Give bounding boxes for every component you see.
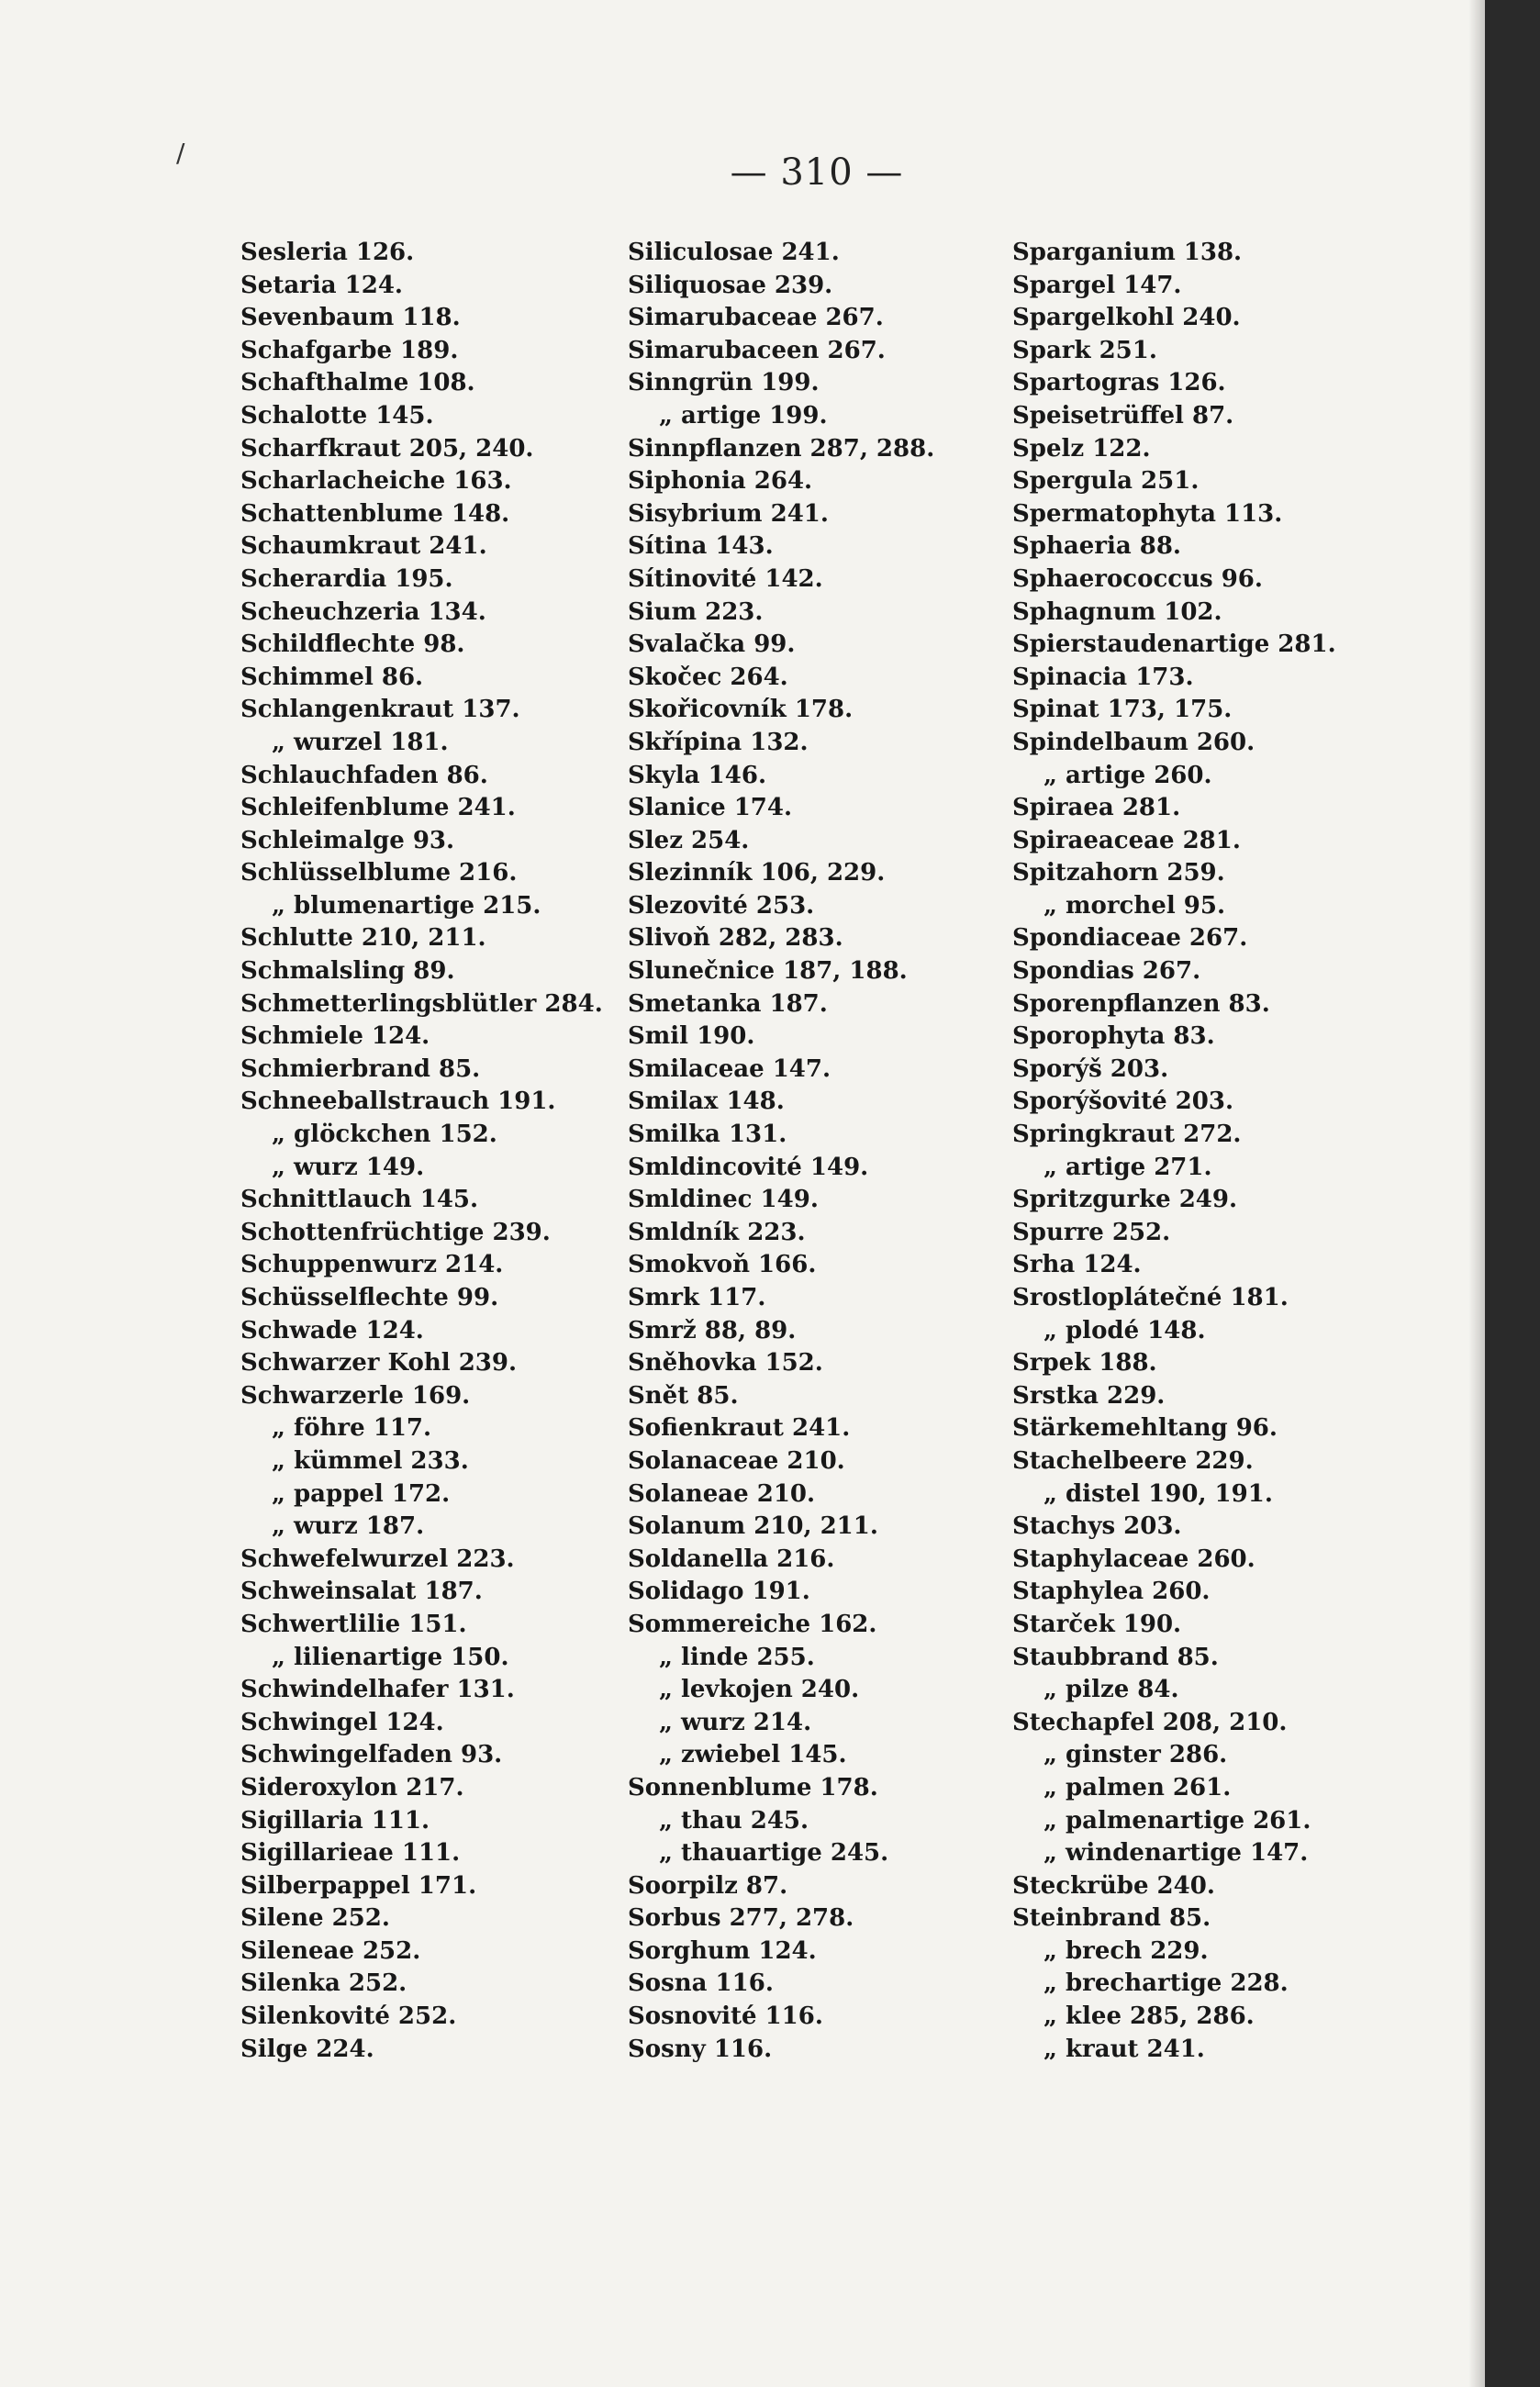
index-entry: Schlauchfaden 86. — [240, 761, 488, 789]
page-number: — 310 — — [730, 151, 904, 194]
index-entry: Smokvoň 166. — [628, 1251, 817, 1279]
index-entry: „ thauartige 245. — [659, 1839, 889, 1868]
index-entry: „ wurzel 181. — [272, 728, 449, 756]
index-entry: Stärkemehltang 96. — [1012, 1414, 1278, 1443]
index-entry: Scharlacheiche 163. — [240, 467, 512, 496]
index-entry: „ artige 199. — [659, 401, 828, 429]
index-entry: Scherardia 195. — [240, 564, 453, 593]
index-entry: Schneeballstrauch 191. — [240, 1088, 556, 1116]
index-entry: „ morchel 95. — [1043, 891, 1225, 920]
index-entry: Sium 223. — [628, 597, 764, 626]
index-entry: Smrk 117. — [628, 1284, 766, 1311]
index-entry: Sileneae 252. — [240, 1936, 421, 1965]
index-entry: Starček 190. — [1012, 1610, 1182, 1638]
index-entry: Smldinec 149. — [628, 1186, 819, 1214]
index-entry: Skřípina 132. — [628, 728, 809, 756]
index-entry: Srstka 229. — [1012, 1381, 1166, 1410]
index-entry: Siphonia 264. — [628, 467, 813, 496]
index-entry: Siliquosae 239. — [628, 271, 833, 299]
index-entry: Schwingelfaden 93. — [240, 1741, 503, 1769]
index-entry: Soorpilz 87. — [628, 1871, 788, 1900]
index-entry: Setaria 124. — [240, 271, 403, 299]
index-entry: „ palmen 261. — [1043, 1773, 1232, 1801]
index-entry: Solidago 191. — [628, 1578, 810, 1606]
index-entry: „ ginster 286. — [1043, 1741, 1228, 1769]
index-entry: Skočec 264. — [628, 663, 788, 691]
index-entry: Stachys 203. — [1012, 1512, 1182, 1541]
index-entry: Siliculosae 241. — [628, 239, 840, 266]
index-entry: „ plodé 148. — [1043, 1316, 1206, 1344]
index-entry: „ zwiebel 145. — [659, 1741, 847, 1769]
index-entry: Smldník 223. — [628, 1218, 806, 1246]
index-entry: Schlutte 210, 211. — [240, 924, 486, 953]
index-entry: Slezinník 106, 229. — [628, 859, 886, 887]
index-entry: Schwindelhafer 131. — [240, 1676, 515, 1704]
index-entry: Schwade 124. — [240, 1316, 424, 1344]
index-entry: Staphylaceae 260. — [1012, 1545, 1255, 1573]
index-entry: Skořicovník 178. — [628, 696, 854, 724]
index-entry: „ linde 255. — [659, 1643, 815, 1671]
index-entry: Slanice 174. — [628, 794, 793, 822]
index-entry: Sporophyta 83. — [1012, 1022, 1215, 1051]
index-entry: Spritzgurke 249. — [1012, 1186, 1238, 1214]
index-entry: Sinnpflanzen 287, 288. — [628, 434, 935, 463]
index-entry: Snět 85. — [628, 1381, 739, 1410]
index-entry: Schwarzer Kohl 239. — [240, 1349, 518, 1378]
index-entry: Sosnovité 116. — [628, 2002, 823, 2031]
index-entry: „ blumenartige 215. — [272, 891, 541, 920]
index-entry: Silenka 252. — [240, 1969, 407, 1998]
index-entry: Spondias 267. — [1012, 957, 1201, 986]
index-entry: Sesleria 126. — [240, 239, 415, 266]
index-entry: Sofienkraut 241. — [628, 1414, 851, 1443]
index-entry: „ föhre 117. — [272, 1414, 432, 1443]
index-entry: Soldanella 216. — [628, 1545, 835, 1573]
index-entry: Sporýšovité 203. — [1012, 1088, 1233, 1116]
index-entry: „ wurz 149. — [272, 1153, 425, 1181]
index-entry: Sonnenblume 178. — [628, 1773, 878, 1801]
index-entry: „ lilienartige 150. — [272, 1643, 509, 1671]
index-entry: Smilaceae 147. — [628, 1054, 831, 1083]
index-entry: Svalačka 99. — [628, 630, 796, 659]
index-entry: Schmetterlingsblütler 284. — [240, 989, 603, 1018]
index-entry: Sphaerococcus 96. — [1012, 564, 1263, 593]
index-entry: Sigillarieae 111. — [240, 1839, 461, 1868]
index-entry: „ pappel 172. — [272, 1479, 451, 1508]
index-entry: Sněhovka 152. — [628, 1349, 823, 1378]
index-entry: Scharfkraut 205, 240. — [240, 434, 534, 463]
index-entry: „ pilze 84. — [1043, 1676, 1179, 1704]
index-entry: Schattenblume 148. — [240, 499, 510, 528]
index-entry: Spinat 173, 175. — [1012, 696, 1233, 724]
index-entry: Sommereiche 162. — [628, 1610, 877, 1638]
index-entry: Spierstaudenartige 281. — [1012, 630, 1336, 659]
index-entry: „ brech 229. — [1043, 1936, 1209, 1965]
index-entry: Staubbrand 85. — [1012, 1643, 1219, 1671]
index-entry: Staphylea 260. — [1012, 1578, 1211, 1606]
index-entry: Spermatophyta 113. — [1012, 499, 1283, 528]
index-entry: Smilka 131. — [628, 1121, 787, 1149]
index-entry: Scheuchzeria 134. — [240, 597, 486, 626]
index-entry: Silberpappel 171. — [240, 1871, 477, 1900]
index-entry: Sphagnum 102. — [1012, 597, 1222, 626]
index-column-3 — [1012, 237, 1416, 2066]
index-entry: Sideroxylon 217. — [240, 1773, 464, 1801]
index-entry: „ kraut 241. — [1043, 2035, 1205, 2063]
index-entry: Sorghum 124. — [628, 1936, 817, 1965]
index-entry: Simarubaceen 267. — [628, 336, 886, 364]
index-entry: Sphaeria 88. — [1012, 532, 1181, 561]
index-entry: Spark 251. — [1012, 336, 1157, 364]
index-column-2 — [628, 237, 1013, 2066]
index-entry: Slivoň 282, 283. — [628, 924, 843, 953]
index-entry: „ distel 190, 191. — [1043, 1479, 1273, 1508]
index-entry: Schmierbrand 85. — [240, 1054, 481, 1083]
index-entry: Spelz 122. — [1012, 434, 1151, 463]
index-entry: „ artige 260. — [1043, 761, 1212, 789]
index-entry: Spartogras 126. — [1012, 369, 1226, 397]
index-entry: Skyla 146. — [628, 761, 766, 789]
index-entry: Schalotte 145. — [240, 401, 434, 429]
index-entry: Schildflechte 98. — [240, 630, 465, 659]
index-entry: Sorbus 277, 278. — [628, 1904, 854, 1933]
index-entry: Sosna 116. — [628, 1969, 774, 1998]
index-entry: „ wurz 214. — [659, 1708, 812, 1736]
index-entry: „ glöckchen 152. — [272, 1121, 497, 1149]
index-entry: „ thau 245. — [659, 1806, 809, 1835]
index-entry: Smetanka 187. — [628, 989, 828, 1018]
index-entry: Slunečnice 187, 188. — [628, 957, 908, 986]
index-entry: Solanaceae 210. — [628, 1446, 845, 1475]
index-entry: Stachelbeere 229. — [1012, 1446, 1254, 1475]
index-entry: Schlangenkraut 137. — [240, 696, 520, 724]
index-entry: Srpek 188. — [1012, 1349, 1157, 1378]
index-entry: Srha 124. — [1012, 1251, 1142, 1279]
index-entry: Speisetrüffel 87. — [1012, 401, 1234, 429]
index-entry: Simarubaceae 267. — [628, 304, 884, 332]
index-entry: Steckrübe 240. — [1012, 1871, 1215, 1900]
index-column-1 — [240, 237, 626, 2066]
index-entry: Silenkovité 252. — [240, 2002, 457, 2031]
index-entry: „ wurz 187. — [272, 1512, 425, 1541]
index-entry: Schaumkraut 241. — [240, 532, 487, 561]
index-entry: Schafgarbe 189. — [240, 336, 459, 364]
index-entry: Stechapfel 208, 210. — [1012, 1708, 1288, 1736]
index-entry: Smrž 88, 89. — [628, 1316, 797, 1344]
index-entry: Sítinovité 142. — [628, 564, 823, 593]
index-entry: Spargel 147. — [1012, 271, 1182, 299]
index-entry: Spergula 251. — [1012, 467, 1200, 496]
index-entry: „ klee 285, 286. — [1043, 2002, 1255, 2031]
index-entry: Schimmel 86. — [240, 663, 424, 691]
index-entry: Schwarzerle 169. — [240, 1381, 471, 1410]
index-entry: Smldincovité 149. — [628, 1153, 869, 1181]
index-entry: Schleifenblume 241. — [240, 794, 516, 822]
index-entry: Sisybrium 241. — [628, 499, 829, 528]
index-entry: Sparganium 138. — [1012, 239, 1243, 266]
stray-slash-mark: / — [176, 138, 185, 168]
index-entry: „ artige 271. — [1043, 1153, 1212, 1181]
index-entry: Schüsselflechte 99. — [240, 1284, 499, 1311]
index-entry: Silge 224. — [240, 2035, 374, 2063]
index-entry: Sítina 143. — [628, 532, 774, 561]
index-entry: Srostloplátečné 181. — [1012, 1284, 1289, 1311]
index-entry: Schuppenwurz 214. — [240, 1251, 504, 1279]
index-entry: Solanum 210, 211. — [628, 1512, 878, 1541]
index-entry: Schottenfrüchtige 239. — [240, 1218, 551, 1246]
index-entry: Spiraeaceae 281. — [1012, 826, 1241, 854]
index-entry: Spargelkohl 240. — [1012, 304, 1241, 332]
index-entry: „ palmenartige 261. — [1043, 1806, 1311, 1835]
index-entry: Schlüsselblume 216. — [240, 859, 518, 887]
index-entry: Spindelbaum 260. — [1012, 728, 1255, 756]
index-entry: Spondiaceae 267. — [1012, 924, 1248, 953]
index-entry: Slezovité 253. — [628, 891, 815, 920]
index-entry: Schwefelwurzel 223. — [240, 1545, 515, 1573]
index-entry: Silene 252. — [240, 1904, 390, 1933]
index-entry: Sporenpflanzen 83. — [1012, 989, 1270, 1018]
index-entry: Smil 190. — [628, 1022, 755, 1051]
index-entry: Sosny 116. — [628, 2035, 773, 2063]
index-entry: Sigillaria 111. — [240, 1806, 430, 1835]
index-entry: Schleimalge 93. — [240, 826, 455, 854]
index-entry: Schwertlilie 151. — [240, 1610, 467, 1638]
index-entry: Schmiele 124. — [240, 1022, 430, 1051]
index-entry: „ levkojen 240. — [659, 1676, 860, 1704]
index-entry: Schnittlauch 145. — [240, 1186, 479, 1214]
index-entry: Spurre 252. — [1012, 1218, 1171, 1246]
index-entry: Slez 254. — [628, 826, 750, 854]
index-entry: Sinngrün 199. — [628, 369, 820, 397]
index-entry: Solaneae 210. — [628, 1479, 816, 1508]
index-entry: Sevenbaum 118. — [240, 304, 461, 332]
index-entry: Smilax 148. — [628, 1088, 785, 1116]
index-entry: Steinbrand 85. — [1012, 1904, 1211, 1933]
index-entry: Schmalsling 89. — [240, 957, 455, 986]
index-entry: Schafthalme 108. — [240, 369, 475, 397]
index-entry: Spinacia 173. — [1012, 663, 1194, 691]
index-entry: „ windenartige 147. — [1043, 1839, 1309, 1868]
index-entry: Springkraut 272. — [1012, 1121, 1242, 1149]
index-entry: Spitzahorn 259. — [1012, 859, 1225, 887]
index-entry: Schweinsalat 187. — [240, 1578, 483, 1606]
index-entry: „ kümmel 233. — [272, 1446, 469, 1475]
index-entry: Spiraea 281. — [1012, 794, 1181, 822]
index-entry: „ brechartige 228. — [1043, 1969, 1289, 1998]
index-entry: Sporýš 203. — [1012, 1054, 1169, 1083]
index-entry: Schwingel 124. — [240, 1708, 444, 1736]
